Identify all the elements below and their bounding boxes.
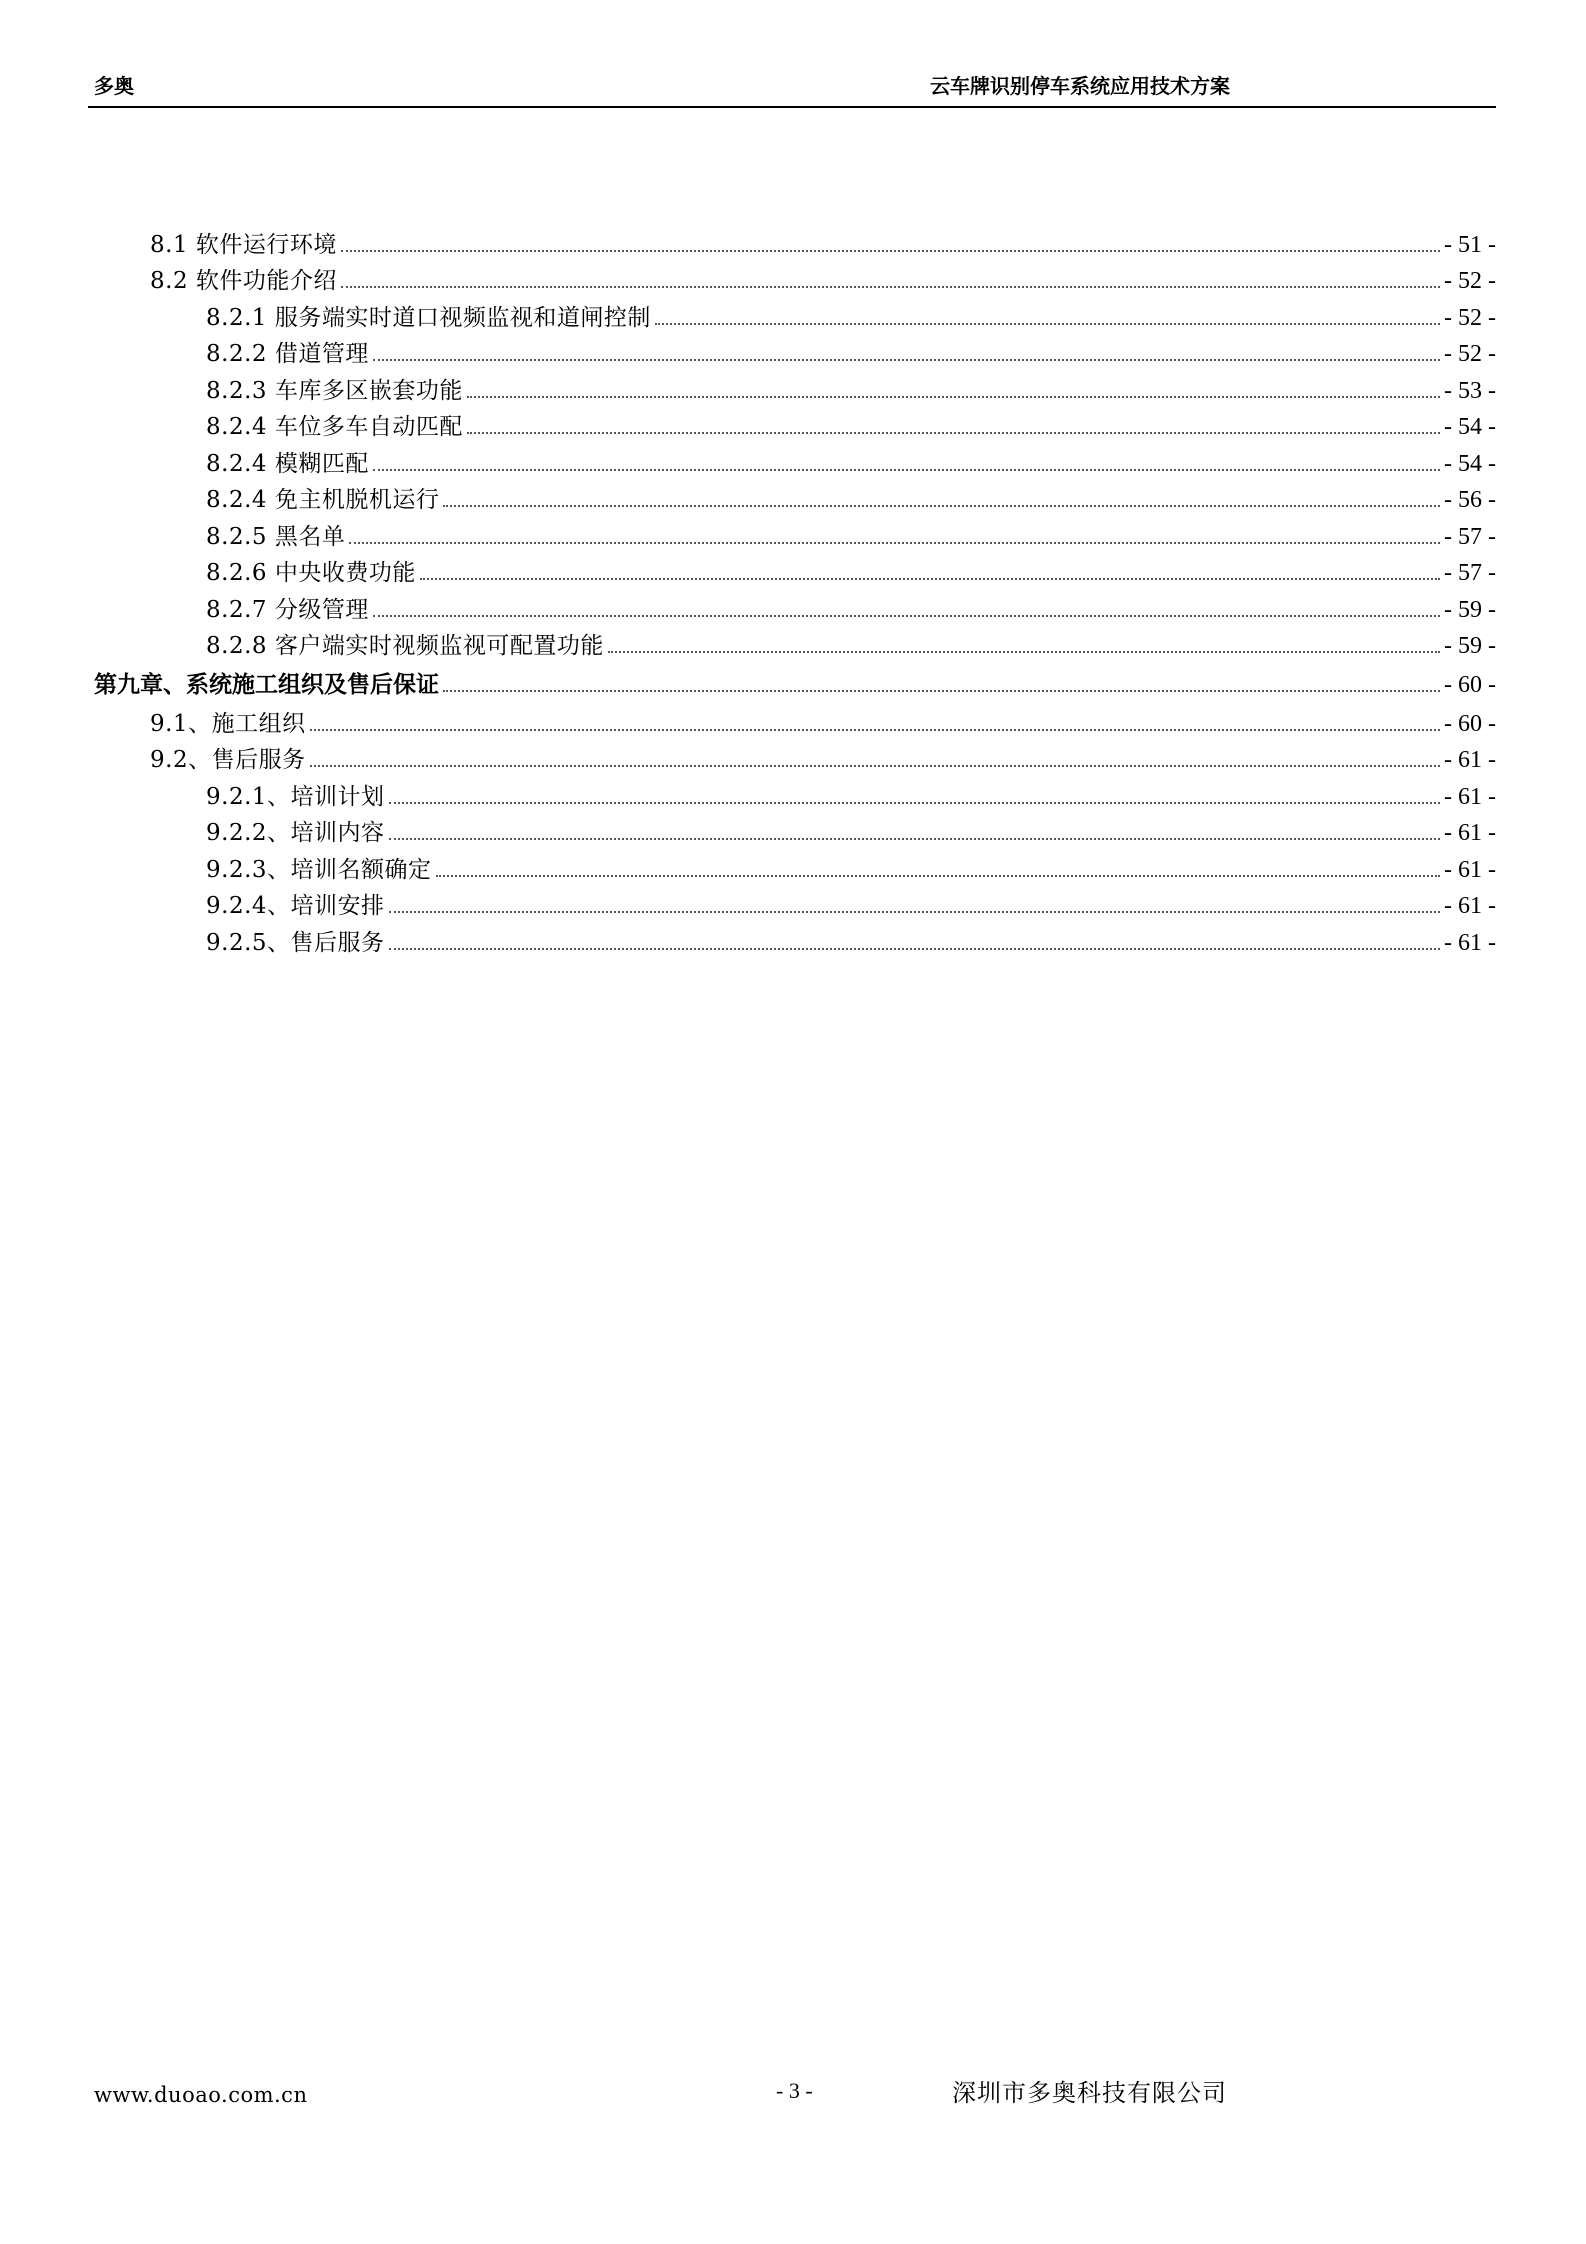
toc-entry[interactable] <box>150 228 1496 262</box>
toc-entry-label: 9.2.3、培训名额确定 <box>206 857 432 883</box>
toc-entry-label: 9.1、施工组织 <box>150 711 306 737</box>
toc-entry[interactable] <box>206 926 1496 960</box>
toc-dot-leader <box>389 948 1440 950</box>
toc-entry[interactable] <box>150 743 1496 777</box>
toc-entry-label: 8.2.4 模糊匹配 <box>206 451 369 477</box>
toc-entry-page: - 53 - <box>1444 378 1496 404</box>
toc-dot-leader <box>310 765 1440 767</box>
toc-entry-page: - 57 - <box>1444 524 1496 550</box>
toc-entry[interactable] <box>206 483 1496 517</box>
toc-entry-page: - 61 - <box>1444 747 1496 773</box>
toc-entry-label: 8.2 软件功能介绍 <box>150 268 337 294</box>
toc-entry-label: 8.2.1 服务端实时道口视频监视和道闸控制 <box>206 305 651 331</box>
header-divider <box>88 106 1496 108</box>
toc-dot-leader <box>655 323 1440 325</box>
toc-entry[interactable] <box>206 374 1496 408</box>
toc-entry-page: - 52 - <box>1444 268 1496 294</box>
toc-entry-page: - 60 - <box>1444 672 1496 698</box>
toc-dot-leader <box>349 542 1440 544</box>
toc-entry-page: - 51 - <box>1444 232 1496 258</box>
toc-entry[interactable] <box>150 264 1496 298</box>
header-document-title: 云车牌识别停车系统应用技术方案 <box>930 74 1230 98</box>
toc-dot-leader <box>341 286 1440 288</box>
toc-entry-page: - 56 - <box>1444 487 1496 513</box>
toc-dot-leader <box>373 469 1440 471</box>
toc-entry-label: 9.2、售后服务 <box>150 747 306 773</box>
toc-entry-page: - 61 - <box>1444 857 1496 883</box>
toc-entry-label: 8.2.4 免主机脱机运行 <box>206 487 440 513</box>
toc-entry[interactable] <box>150 707 1496 741</box>
toc-entry[interactable] <box>206 447 1496 481</box>
toc-entry-label: 9.2.1、培训计划 <box>206 784 385 810</box>
toc-entry-label: 8.2.5 黑名单 <box>206 524 346 550</box>
toc-entry-label: 8.1 软件运行环境 <box>150 232 337 258</box>
toc-entry-label: 9.2.2、培训内容 <box>206 820 385 846</box>
toc-entry[interactable] <box>206 889 1496 923</box>
toc-dot-leader <box>389 838 1440 840</box>
toc-dot-leader <box>467 396 1440 398</box>
toc-entry[interactable] <box>206 520 1496 554</box>
toc-entry[interactable] <box>206 816 1496 850</box>
footer-website: www.duoao.com.cn <box>94 2083 308 2107</box>
toc-entry-page: - 57 - <box>1444 560 1496 586</box>
toc-entry[interactable] <box>206 301 1496 335</box>
toc-dot-leader <box>420 578 1440 580</box>
toc-entry-page: - 52 - <box>1444 305 1496 331</box>
toc-entry[interactable] <box>206 556 1496 590</box>
header-brand: 多奥 <box>94 74 134 98</box>
toc-dot-leader <box>341 250 1440 252</box>
toc-entry-page: - 61 - <box>1444 893 1496 919</box>
toc-entry-page: - 61 - <box>1444 820 1496 846</box>
toc-dot-leader <box>389 911 1440 913</box>
toc-entry-label: 9.2.4、培训安排 <box>206 893 385 919</box>
toc-entry[interactable] <box>206 780 1496 814</box>
toc-dot-leader <box>373 615 1440 617</box>
footer-company-name: 深圳市多奥科技有限公司 <box>952 2079 1227 2107</box>
toc-entry[interactable] <box>206 593 1496 627</box>
toc-entry-page: - 60 - <box>1444 711 1496 737</box>
toc-dot-leader <box>443 505 1440 507</box>
toc-entry-page: - 59 - <box>1444 633 1496 659</box>
toc-entry-page: - 54 - <box>1444 414 1496 440</box>
toc-dot-leader <box>389 802 1440 804</box>
footer-page-number: - 3 - <box>776 2078 813 2103</box>
toc-entry[interactable] <box>206 410 1496 444</box>
toc-entry-label: 8.2.2 借道管理 <box>206 341 369 367</box>
toc-entry-label: 8.2.8 客户端实时视频监视可配置功能 <box>206 633 604 659</box>
toc-entry[interactable] <box>206 337 1496 371</box>
toc-entry-label: 8.2.4 车位多车自动匹配 <box>206 414 463 440</box>
toc-dot-leader <box>310 729 1440 731</box>
toc-entry-label: 8.2.3 车库多区嵌套功能 <box>206 378 463 404</box>
toc-entry-page: - 54 - <box>1444 451 1496 477</box>
toc-entry-label: 8.2.6 中央收费功能 <box>206 560 416 586</box>
toc-dot-leader <box>373 359 1440 361</box>
toc-dot-leader <box>443 690 1440 692</box>
toc-chapter-entry[interactable] <box>94 668 1496 702</box>
toc-entry-page: - 61 - <box>1444 784 1496 810</box>
toc-entry[interactable] <box>206 629 1496 663</box>
toc-dot-leader <box>436 875 1440 877</box>
toc-entry-page: - 61 - <box>1444 930 1496 956</box>
toc-entry[interactable] <box>206 853 1496 887</box>
toc-entry-page: - 52 - <box>1444 341 1496 367</box>
toc-entry-label: 9.2.5、售后服务 <box>206 930 385 956</box>
toc-entry-label: 第九章、系统施工组织及售后保证 <box>94 672 439 698</box>
toc-entry-label: 8.2.7 分级管理 <box>206 597 369 623</box>
toc-dot-leader <box>608 651 1440 653</box>
toc-entry-page: - 59 - <box>1444 597 1496 623</box>
toc-dot-leader <box>467 432 1440 434</box>
